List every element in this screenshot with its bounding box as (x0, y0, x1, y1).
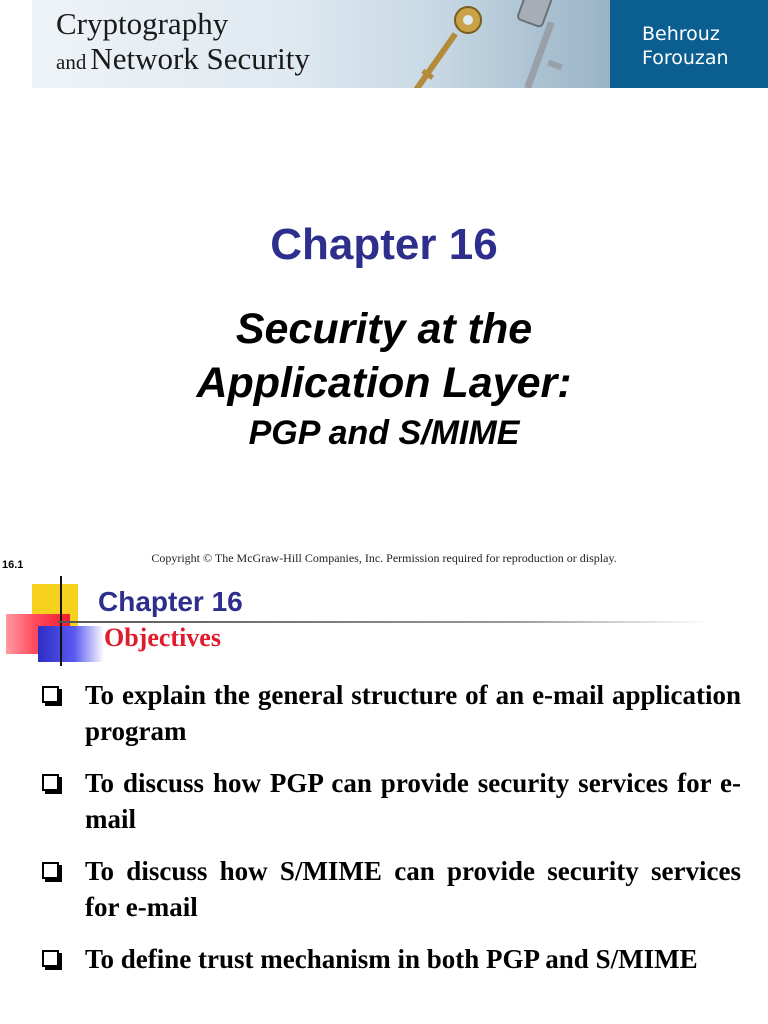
book-banner (32, 0, 768, 88)
objective-text: To define trust mechanism in both PGP and S/MIME (85, 944, 698, 974)
chapter-heading: Chapter 16 (270, 220, 498, 269)
book-title-network-security: Network Security (90, 41, 310, 76)
author-first-name: Behrouz (642, 23, 720, 45)
checkbox-bullet-icon (42, 774, 59, 791)
checkbox-bullet-icon (42, 862, 59, 879)
page-number: 16.1 (2, 559, 24, 571)
chapter-title-line2: Application Layer: (196, 359, 572, 407)
chapter-title-line1: Security at the (235, 305, 533, 353)
book-title (56, 6, 310, 82)
keys-illustration (372, 0, 612, 88)
copyright-notice: Copyright © The McGraw-Hill Companies, Inc. Permission required for reproduction or display. (151, 551, 617, 565)
list-item (42, 853, 741, 925)
book-title-line1: Cryptography (56, 6, 229, 41)
list-item (42, 677, 741, 749)
key-icon-1 (413, 7, 481, 88)
list-item (42, 765, 741, 837)
list-item (42, 941, 741, 977)
objectives-list (42, 677, 741, 993)
author-last-name: Forouzan (642, 47, 729, 69)
objective-text: To discuss how S/MIME can provide security services for e-mail (85, 856, 741, 922)
objective-text: To discuss how PGP can provide security services for e-mail (85, 768, 741, 834)
book-title-line2 (56, 42, 310, 82)
key-icon-2 (517, 0, 563, 88)
checkbox-bullet-icon (42, 950, 59, 967)
checkbox-bullet-icon (42, 686, 59, 703)
chapter-title (0, 302, 768, 410)
book-title-and: and (56, 50, 87, 74)
decoration-blue-bar (38, 626, 104, 662)
slide2-chapter-heading: Chapter 16 (98, 586, 243, 617)
author-box (610, 0, 768, 88)
chapter-subtitle: PGP and S/MIME (248, 414, 520, 452)
objectives-heading: Objectives (104, 623, 221, 652)
objective-text: To explain the general structure of an e-mail application program (85, 680, 741, 746)
